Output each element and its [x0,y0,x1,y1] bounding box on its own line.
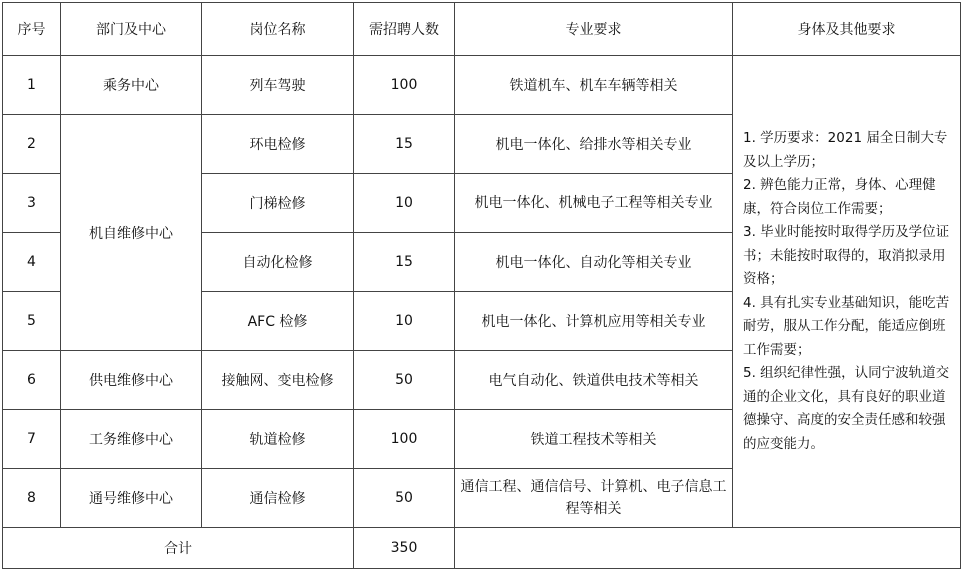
row-dept: 乘务中心 [61,56,202,115]
header-row [3,3,961,56]
row-major: 铁道机车、机车车辆等相关 [455,56,733,115]
row-count: 50 [354,351,455,410]
row-dept: 通号维修中心 [61,469,202,528]
recruitment-table [2,2,961,569]
requirement-item: 2. 辨色能力正常，身体、心理健康，符合岗位工作需要； [743,177,936,217]
total-row [3,528,961,569]
row-major: 机电一体化、计算机应用等相关专业 [455,292,733,351]
row-count: 15 [354,115,455,174]
requirement-item: 3. 毕业时能按时取得学历及学位证书；未能按时取得的，取消拟录用资格； [743,224,950,287]
row-major: 机电一体化、自动化等相关专业 [455,233,733,292]
row-count: 15 [354,233,455,292]
row-post: 门梯检修 [202,174,354,233]
row-no: 8 [3,469,61,528]
row-post: 轨道检修 [202,410,354,469]
total-label: 合计 [3,528,354,569]
row-major: 机电一体化、给排水等相关专业 [455,115,733,174]
row-count: 10 [354,292,455,351]
row-major: 电气自动化、铁道供电技术等相关 [455,351,733,410]
row-dept: 机自维修中心 [61,115,202,351]
requirements-cell [733,56,961,528]
total-empty-cell [455,528,961,569]
row-no: 7 [3,410,61,469]
header-post: 岗位名称 [202,3,354,56]
requirement-item: 4. 具有扎实专业基础知识，能吃苦耐劳，服从工作分配，能适应倒班工作需要； [743,294,950,358]
row-post: 接触网、变电检修 [202,351,354,410]
row-post: 列车驾驶 [202,56,354,115]
row-no: 2 [3,115,61,174]
table-row [3,56,961,115]
header-major: 专业要求 [455,3,733,56]
row-no: 5 [3,292,61,351]
row-count: 10 [354,174,455,233]
header-other: 身体及其他要求 [733,3,961,56]
total-value: 350 [354,528,455,569]
row-post: AFC 检修 [202,292,354,351]
row-major: 通信工程、通信信号、计算机、电子信息工程等相关 [455,469,733,528]
row-dept: 供电维修中心 [61,351,202,410]
row-count: 100 [354,410,455,469]
row-no: 6 [3,351,61,410]
row-no: 4 [3,233,61,292]
row-post: 环电检修 [202,115,354,174]
row-no: 1 [3,56,61,115]
row-major: 铁道工程技术等相关 [455,410,733,469]
row-count: 100 [354,56,455,115]
header-dept: 部门及中心 [61,3,202,56]
row-post: 自动化检修 [202,233,354,292]
row-no: 3 [3,174,61,233]
row-post: 通信检修 [202,469,354,528]
row-dept: 工务维修中心 [61,410,202,469]
requirement-item: 1. 学历要求：2021 届全日制大专及以上学历； [743,130,948,170]
header-no: 序号 [3,3,61,56]
row-count: 50 [354,469,455,528]
header-count: 需招聘人数 [354,3,455,56]
row-major: 机电一体化、机械电子工程等相关专业 [455,174,733,233]
requirement-item: 5. 组织纪律性强，认同宁波轨道交通的企业文化，具有良好的职业道德操守、高度的安全责任感和较强的应变能力。 [743,365,950,452]
